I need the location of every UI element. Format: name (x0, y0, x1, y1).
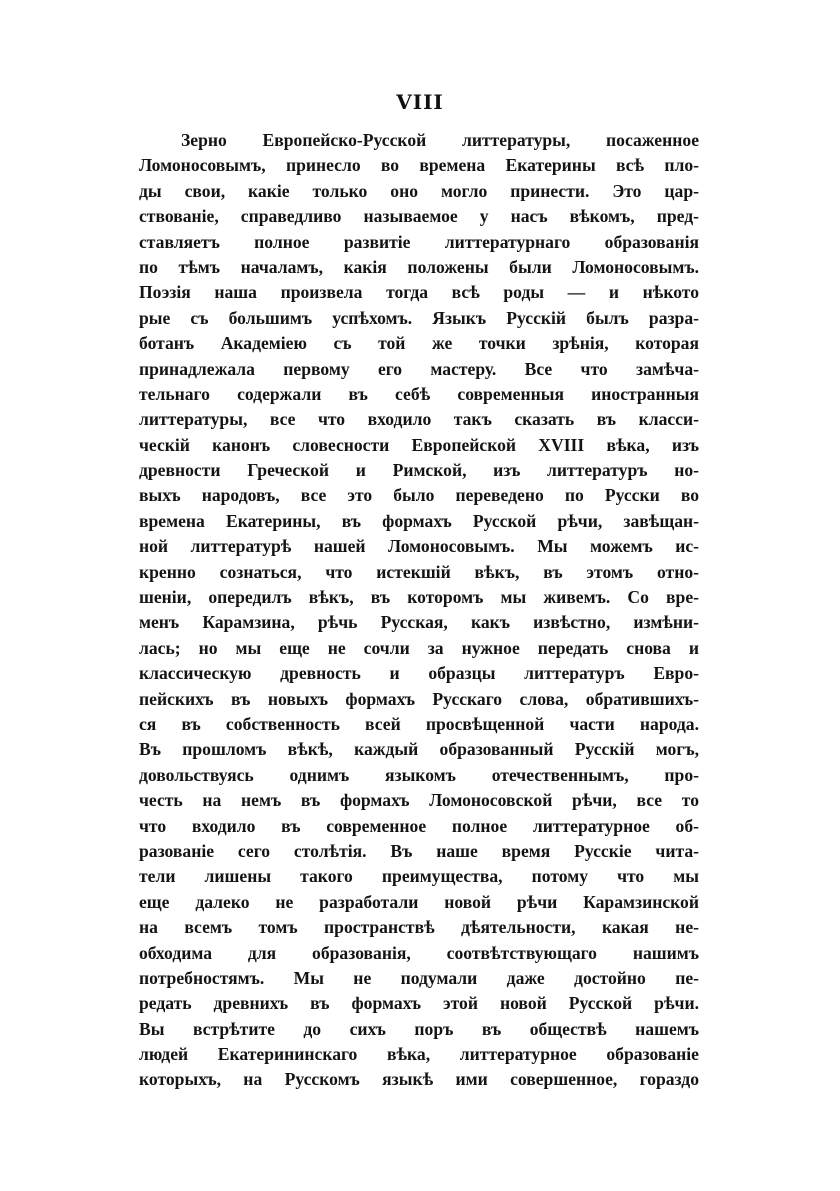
text-line: еще далеко не разработали новой рѣчи Карамзинской (139, 891, 699, 912)
text-line: принадлежала первому его мастеру. Все что замѣча- (139, 358, 699, 379)
text-line: Вы встрѣтите до сихъ поръ въ обществѣ нашемъ (139, 1018, 699, 1039)
text-line: выхъ народовъ, все это было переведено по Русски во (139, 485, 699, 506)
text-line: Зерно Европейско-Русской литтературы, посаженное (181, 130, 699, 150)
text-line: ной литтературѣ нашей Ломоносовымъ. Мы можемъ ис- (139, 536, 699, 557)
text-line: литтературы, все что входило такъ сказать въ класси- (139, 409, 699, 430)
text-line: людей Екатерининскаго вѣка, литтературное образованіе (139, 1044, 699, 1065)
text-line: тели лишены такого преимущества, потому что мы (139, 866, 699, 887)
text-line: что входило въ современное полное литтературное об- (139, 815, 699, 836)
text-line: рые съ большимъ успѣхомъ. Языкъ Русскій былъ разра- (139, 307, 699, 328)
text-line: на всемъ томъ пространствѣ дѣятельности, какая не- (139, 917, 699, 938)
text-line: тельнаго содержали въ себѣ современныя иностранныя (139, 383, 699, 404)
text-line: которыхъ, на Русскомъ языкѣ ими совершенное, гораздо (139, 1069, 699, 1090)
text-line: ставляетъ полное развитіе литтературнаго образованія (139, 231, 699, 252)
text-line: кренно сознаться, что истекшій вѣкъ, въ этомъ отно- (139, 561, 699, 582)
text-line: шеніи, опередилъ вѣкъ, въ которомъ мы живемъ. Со вре- (139, 587, 699, 608)
text-line: обходима для образованія, соотвѣтствующаго нашимъ (139, 942, 699, 963)
text-line: ды свои, какіе только оно могло принести. Это цар- (139, 180, 699, 201)
text-line: времена Екатерины, въ формахъ Русской рѣчи, завѣщан- (139, 510, 699, 531)
text-line: лась; но мы еще не сочли за нужное передать снова и (139, 637, 699, 658)
text-line: редать древнихъ въ формахъ этой новой Русской рѣчи. (139, 993, 699, 1014)
text-line: классическую древность и образцы литтературъ Евро- (139, 663, 699, 684)
text-line: довольствуясь однимъ языкомъ отечественнымъ, про- (139, 764, 699, 785)
text-line: потребностямъ. Мы не подумали даже достойно пе- (139, 967, 699, 988)
text-line: менъ Карамзина, рѣчь Русская, какъ извѣстно, измѣни- (139, 612, 699, 633)
text-line: ся въ собственность всей просвѣщенной части народа. (139, 713, 699, 734)
text-line: ствованіе, справедливо называемое у насъ вѣкомъ, пред- (139, 206, 699, 227)
text-line: ботанъ Академіею съ той же точки зрѣнія, которая (139, 333, 699, 354)
body-text (139, 128, 699, 1093)
text-line: ческій канонъ словесности Европейской XVIII вѣка, изъ (139, 434, 699, 455)
text-line: разованіе сего столѣтія. Въ наше время Русскіе чита- (139, 840, 699, 861)
text-line: древности Греческой и Римской, изъ литтературъ но- (139, 460, 699, 481)
text-line: Ломоносовымъ, принесло во времена Екатерины всѣ пло- (139, 155, 699, 176)
text-line: честь на немъ въ формахъ Ломоносовской рѣчи, все то (139, 790, 699, 811)
text-line: по тѣмъ началамъ, какія положены были Ломоносовымъ. (139, 256, 699, 277)
text-line: Поэзія наша произвела тогда всѣ роды — и нѣкото (139, 282, 699, 303)
text-line: пейскихъ въ новыхъ формахъ Русскаго слова, обратившихъ- (139, 688, 699, 709)
page-number: VIII (396, 90, 444, 114)
text-line: Въ прошломъ вѣкѣ, каждый образованный Русскій могъ, (139, 739, 699, 760)
